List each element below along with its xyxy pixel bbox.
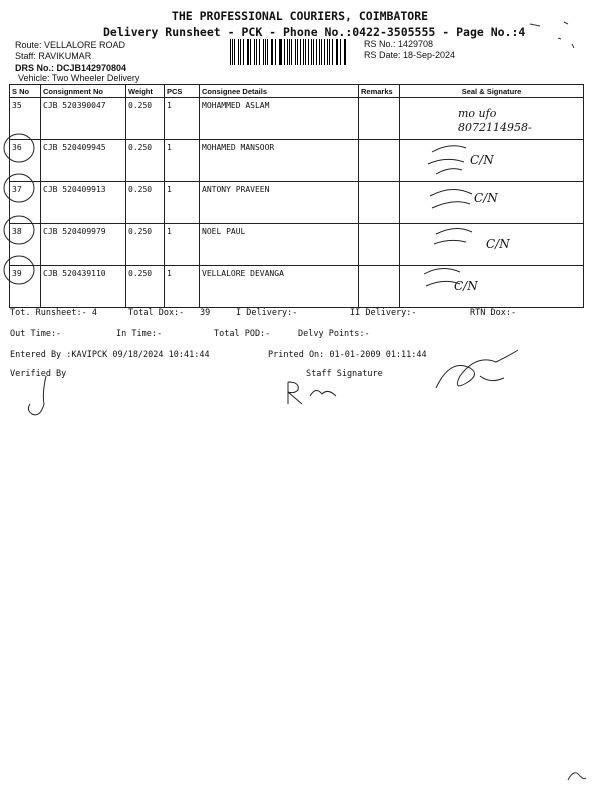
printed-on: Printed On: 01-01-2009 01:11:44 xyxy=(268,350,427,360)
consignment-cell: CJB 520390047 xyxy=(41,98,126,140)
verifier-signature xyxy=(24,374,54,420)
weight-cell: 0.250 xyxy=(126,98,165,140)
weight-cell: 0.250 xyxy=(126,182,165,224)
sno-cell: 36 xyxy=(10,140,41,182)
remarks-cell xyxy=(359,182,400,224)
i-delivery: I Delivery:- xyxy=(236,308,298,318)
handwritten-note: C/N xyxy=(454,279,478,293)
pcs-cell: 1 xyxy=(165,182,200,224)
signature-scribbles xyxy=(420,138,540,298)
table-row xyxy=(10,98,584,140)
total-dox-label: Total Dox:- xyxy=(128,308,185,318)
consignment-cell: CJB 520409913 xyxy=(41,182,126,224)
consignee-cell: ANTONY PRAVEEN xyxy=(200,182,359,224)
pcs-cell: 1 xyxy=(165,224,200,266)
column-header: Consignment No xyxy=(41,85,126,98)
remarks-cell xyxy=(359,98,400,140)
handwritten-note: C/N xyxy=(474,191,498,205)
column-header: Remarks xyxy=(359,85,400,98)
remarks-cell xyxy=(359,140,400,182)
consignment-cell: CJB 520439110 xyxy=(41,266,126,308)
pcs-cell: 1 xyxy=(165,266,200,308)
handwritten-note: mo ufo 8072114958- xyxy=(458,107,532,134)
column-header: Weight xyxy=(126,85,165,98)
consignee-cell: MOHAMED MANSOOR xyxy=(200,140,359,182)
pcs-cell: 1 xyxy=(165,98,200,140)
staff-handwritten-signature xyxy=(282,378,342,408)
column-header: PCS xyxy=(165,85,200,98)
consignee-cell: VELLALORE DEVANGA xyxy=(200,266,359,308)
entered-by: Entered By :KAVIPCK 09/18/2024 10:41:44 xyxy=(10,350,210,360)
sno-cell: 39 xyxy=(10,266,41,308)
staff-signature: Staff Signature xyxy=(306,369,383,379)
weight-cell: 0.250 xyxy=(126,224,165,266)
handwritten-note: C/N xyxy=(470,153,494,167)
sno-circles xyxy=(0,130,40,290)
column-header: Consignee Details xyxy=(200,85,359,98)
route-label: Route: VELLALORE ROAD xyxy=(15,40,126,50)
stamp-signature xyxy=(430,348,520,398)
out-time: Out Time:- xyxy=(10,329,62,339)
weight-cell: 0.250 xyxy=(126,266,165,308)
company-title: THE PROFESSIONAL COURIERS, COIMBATORE xyxy=(171,9,429,23)
table-header-row xyxy=(10,85,584,98)
column-header: S No xyxy=(10,85,41,98)
consignee-cell: NOEL PAUL xyxy=(200,224,359,266)
delvy-points: Delvy Points:- xyxy=(298,329,370,339)
consignment-cell: CJB 520409945 xyxy=(41,140,126,182)
signature-cell xyxy=(400,98,584,140)
weight-cell: 0.250 xyxy=(126,140,165,182)
remarks-cell xyxy=(359,266,400,308)
corner-marks xyxy=(528,18,578,58)
sno-cell: 35 xyxy=(10,98,41,140)
verified-by: Verified By xyxy=(10,369,67,379)
rs-date: RS Date: 18-Sep-2024 xyxy=(364,50,456,60)
sno-cell: 37 xyxy=(10,182,41,224)
rtn-dox: RTN Dox:- xyxy=(470,308,517,318)
total-pod: Total POD:- xyxy=(214,329,271,339)
sno-cell: 38 xyxy=(10,224,41,266)
runsheet-title: Delivery Runsheet - PCK - Phone No.:0422-3505555 - Page No.:4 xyxy=(103,25,526,39)
corner-mark xyxy=(566,766,588,786)
consignment-cell: CJB 520409979 xyxy=(41,224,126,266)
ii-delivery: II Delivery:- xyxy=(350,308,417,318)
in-time: In Time:- xyxy=(116,329,163,339)
handwritten-note: C/N xyxy=(486,237,510,251)
staff-label: Staff: RAVIKUMAR xyxy=(15,51,92,61)
rs-number: RS No.: 1429708 xyxy=(364,39,434,49)
column-header: Seal & Signature xyxy=(400,85,584,98)
drs-number: DRS No.: DCJB142970804 xyxy=(15,63,127,73)
tot-runsheet: Tot. Runsheet:- 4 xyxy=(10,308,97,318)
pcs-cell: 1 xyxy=(165,140,200,182)
vehicle-label: Vehicle: Two Wheeler Delivery xyxy=(18,73,140,83)
total-dox-value: 39 xyxy=(200,308,211,318)
barcode xyxy=(230,39,348,65)
consignee-cell: MOHAMMED ASLAM xyxy=(200,98,359,140)
remarks-cell xyxy=(359,224,400,266)
